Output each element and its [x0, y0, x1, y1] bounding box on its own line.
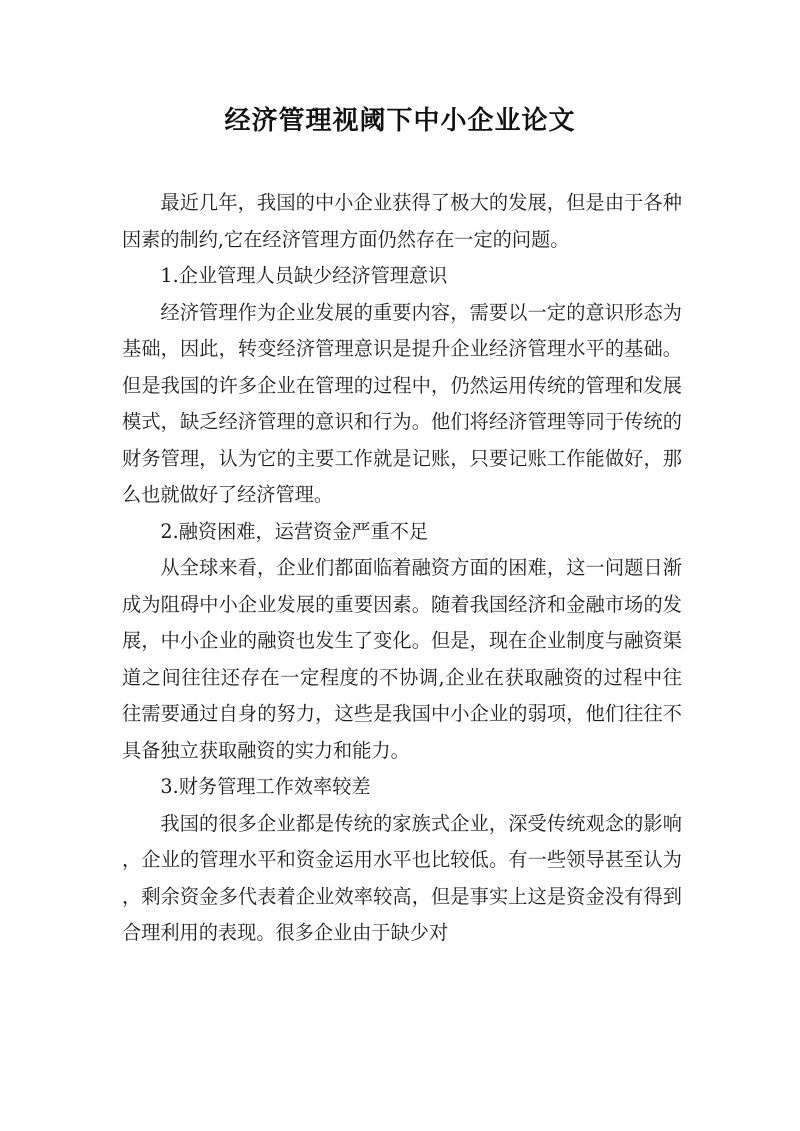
section-heading-3: 3.财务管理工作效率较差 [160, 775, 371, 798]
section-2-paragraph: 从全球来看，企业们都面临着融资方面的困难，这一问题日渐成为阻碍中小企业发展的重要因素。随着我国经济和金融市场的发展，中小企业的融资也发生了变化。但是，现在企业制度与融资渠道之间往往还存在一定程度的不协调,企业在获取融资的过程中往往需要通过自身的努力，这些是我国中小企业的弱项，他们往往不具备独立获取融资的实力和能力。 [122, 556, 682, 762]
document-body [122, 185, 682, 952]
intro-paragraph: 最近几年，我国的中小企业获得了极大的发展，但是由于各种因素的制约,它在经济管理方面仍然存在一定的问题。 [122, 191, 682, 251]
section-heading-1: 1.企业管理人员缺少经济管理意识 [160, 264, 448, 287]
section-3-paragraph: 我国的很多企业都是传统的家族式企业，深受传统观念的影响，企业的管理水平和资金运用水平也比较低。有一些领导甚至认为，剩余资金多代表着企业效率较高，但是事实上这是资金没有得到合理利用的表现。很多企业由于缺少对 [122, 811, 682, 944]
section-heading-2: 2.融资困难，运营资金严重不足 [160, 519, 429, 543]
section-1-paragraph: 经济管理作为企业发展的重要内容，需要以一定的意识形态为基础，因此，转变经济管理意识是提升企业经济管理水平的基础。但是我国的许多企业在管理的过程中，仍然运用传统的管理和发展模式，缺乏经济管理的意识和行为。他们将经济管理等同于传统的财务管理，认为它的主要工作就是记账，只要记账工作能做好，那么也就做好了经济管理。 [122, 300, 682, 506]
document-title: 经济管理视阈下中小企业论文 [224, 106, 576, 136]
